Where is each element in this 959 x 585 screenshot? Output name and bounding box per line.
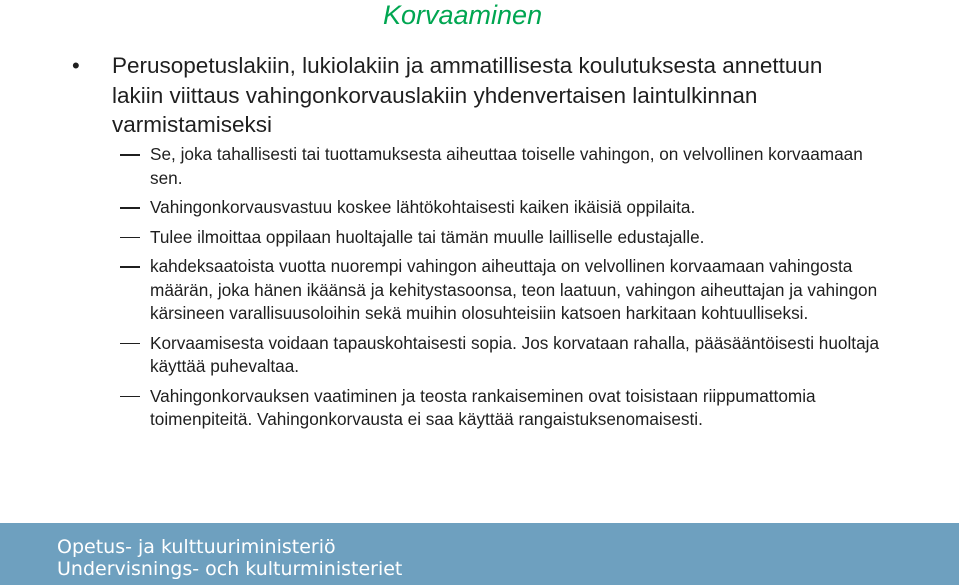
sub-bullet-list <box>120 143 880 438</box>
main-bullet-text: Perusopetuslakiin, lukiolakiin ja ammatillisesta koulutuksesta annettuun lakiin viittaus vahingonkorvauslakiin yhdenvertaisen laintulkinnan varmistamiseksi <box>112 53 823 137</box>
sub-bullet-text: Vahingonkorvausvastuu koskee lähtökohtaisesti kaiken ikäisiä oppilaita. <box>150 197 696 217</box>
sub-bullet-item <box>120 255 880 326</box>
dash-icon <box>120 266 140 268</box>
sub-bullet-item <box>120 385 880 432</box>
dash-icon <box>120 207 140 209</box>
dash-icon <box>120 237 140 239</box>
sub-bullet-text: Korvaamisesta voidaan tapauskohtaisesti sopia. Jos korvataan rahalla, pääsääntöisesti huoltaja käyttää puhevaltaa. <box>150 332 880 376</box>
ministry-name-fi: Opetus- ja kulttuuriministeriö <box>57 536 336 558</box>
sub-bullet-text: Tulee ilmoittaa oppilaan huoltajalle tai tämän muulle lailliselle edustajalle. <box>150 226 705 247</box>
sub-bullet-item <box>120 332 880 379</box>
dash-icon <box>120 343 140 345</box>
dash-icon <box>120 154 140 156</box>
sub-bullet-text: Se, joka tahallisesti tai tuottamuksesta aiheuttaa toiselle vahingon, on velvollinen korvaamaan sen. <box>150 144 863 188</box>
sub-bullet-item <box>120 226 880 250</box>
footer-bar <box>0 523 959 585</box>
sub-bullet-text: Vahingonkorvauksen vaatiminen ja teosta rankaiseminen ovat toisistaan riippumattomia toimenpiteitä. Vahingonkorvausta ei saa käyttää rangaistuksenomaisesti. <box>150 385 816 429</box>
bullet-dot-icon: • <box>72 53 80 78</box>
dash-icon <box>120 396 140 398</box>
ministry-name-sv: Undervisnings- och kulturministeriet <box>57 558 403 580</box>
slide-title: Korvaaminen <box>383 0 543 30</box>
sub-bullet-text: kahdeksaatoista vuotta nuorempi vahingon aiheuttaja on velvollinen korvaamaan vahingosta määrän, joka hänen ikäänsä ja kehitystasoonsa, teon laatuun, vahingon aiheuttajan ja vahingon kärsineen varallisuusoloihin sekä muihin olosuhteisiin katsoen harkitaan kohtuulliseksi. <box>150 256 878 323</box>
sub-bullet-item <box>120 143 880 190</box>
sub-bullet-item <box>120 196 880 220</box>
